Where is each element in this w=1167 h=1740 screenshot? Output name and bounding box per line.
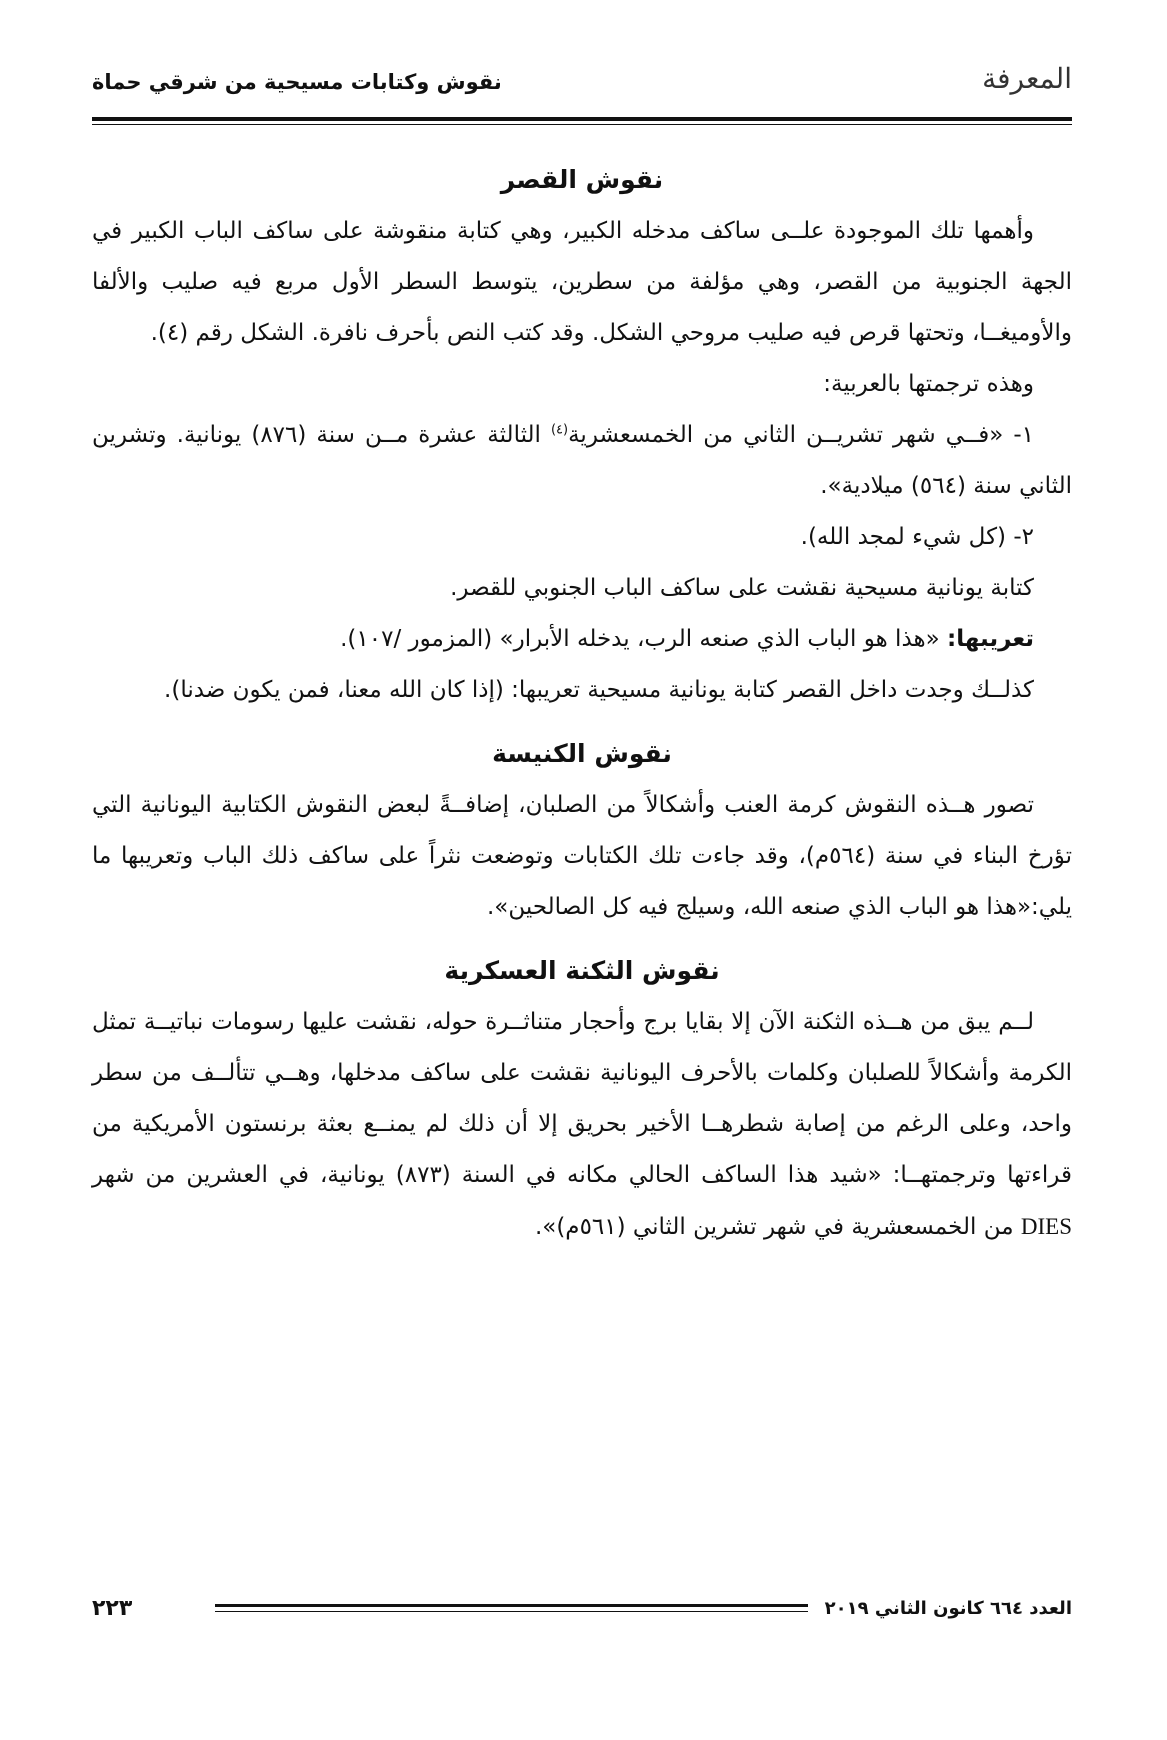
paragraph-palace-1: وأهمها تلك الموجودة علــى ساكف مدخله الكبير، وهي كتابة منقوشة على ساكف الباب الكبير في الجهة الجنوبية من القصر، وهي مؤلفة من سطرين، يتوسط السطر الأول مربع فيه صليب والألفا والأوميغــا، وتحتها قرص فيه صليب مروحي الشكل. وقد كتب النص بأحرف نافرة. الشكل رقم (٤). bbox=[92, 218, 1072, 346]
section-title-barracks: نقوش الثكنة العسكرية bbox=[444, 956, 720, 985]
paragraph-barracks-1 bbox=[92, 997, 1072, 1253]
paragraph-palace-4: ٢- (كل شيء لمجد الله). bbox=[800, 524, 1034, 550]
paragraph-church-1: تصور هــذه النقوش كرمة العنب وأشكالاً من الصلبان، إضافــةً لبعض النقوش الكتابية اليونانية التي تؤرخ البناء في سنة (٥٦٤م)، وقد جاءت تلك الكتابات وتوضعت نثراً على ساكف ذلك الباب وتعريبها ما يلي:«هذا هو الباب الذي صنعه الله، وسيلج فيه كل الصالحين». bbox=[92, 792, 1072, 920]
page-number: ٢٢٣ bbox=[92, 1596, 133, 1621]
paragraph-palace-3 bbox=[92, 410, 1072, 512]
footnote-marker: (٤) bbox=[550, 422, 569, 438]
section-title-palace: نقوش القصر bbox=[500, 165, 664, 194]
journal-logo: المعرفة bbox=[982, 62, 1072, 95]
translation-line-1-rest: الثالثة عشرة مــن سنة (٨٧٦) يونانية. وتشرين الثاني سنة (٥٦٤) ميلادية». bbox=[92, 422, 1072, 499]
paragraph-palace-7: كذلــك وجدت داخل القصر كتابة يونانية مسيحية تعريبها: (إذا كان الله معنا، فمن يكون ضدنا). bbox=[164, 677, 1034, 703]
section-title-church: نقوش الكنيسة bbox=[492, 739, 672, 768]
page-footer bbox=[92, 1598, 1072, 1628]
translation-text: «هذا هو الباب الذي صنعه الرب، يدخله الأبرار» (المزمور /١٠٧). bbox=[340, 626, 948, 652]
latin-word: DIES bbox=[1020, 1214, 1072, 1239]
header-rule-thick bbox=[92, 117, 1072, 121]
page-header bbox=[92, 60, 1072, 100]
running-title: نقوش وكتابات مسيحية من شرقي حماة bbox=[92, 70, 502, 94]
article-body bbox=[92, 160, 1072, 1253]
barracks-text: لــم يبق من هــذه الثكنة الآن إلا بقايا برج وأحجار متناثــرة حوله، نقشت عليها رسومات نباتيــة تمثل الكرمة وأشكالاً للصلبان وكلمات بالأحرف اليونانية نقشت على ساكف مدخلها، وهــي تتألــف من سطر واحد، وعلى الرغم من إصابة شطرهــا الأخير بحريق إلا أن ذلك لم يمنــع بعثة برنستون الأمريكية من قراءتها وترجمتهــا: «شيد هذا الساكف الحالي مكانه في السنة (٨٧٣) يونانية، في العشرين من شهر bbox=[92, 1009, 1072, 1188]
header-rule-thin bbox=[92, 124, 1072, 125]
translation-label: تعريبها: bbox=[947, 626, 1034, 652]
barracks-text-rest: من الخمسعشرية في شهر تشرين الثاني (٥٦١م)». bbox=[534, 1214, 1021, 1240]
paragraph-palace-5: كتابة يونانية مسيحية نقشت على ساكف الباب الجنوبي للقصر. bbox=[450, 575, 1034, 601]
paragraph-palace-2: وهذه ترجمتها بالعربية: bbox=[823, 371, 1034, 397]
issue-label: العدد ٦٦٤ كانون الثاني ٢٠١٩ bbox=[824, 1598, 1072, 1619]
paragraph-palace-6 bbox=[92, 614, 1072, 665]
translation-line-1: ١- «فــي شهر تشريــن الثاني من الخمسعشرية bbox=[568, 422, 1035, 448]
